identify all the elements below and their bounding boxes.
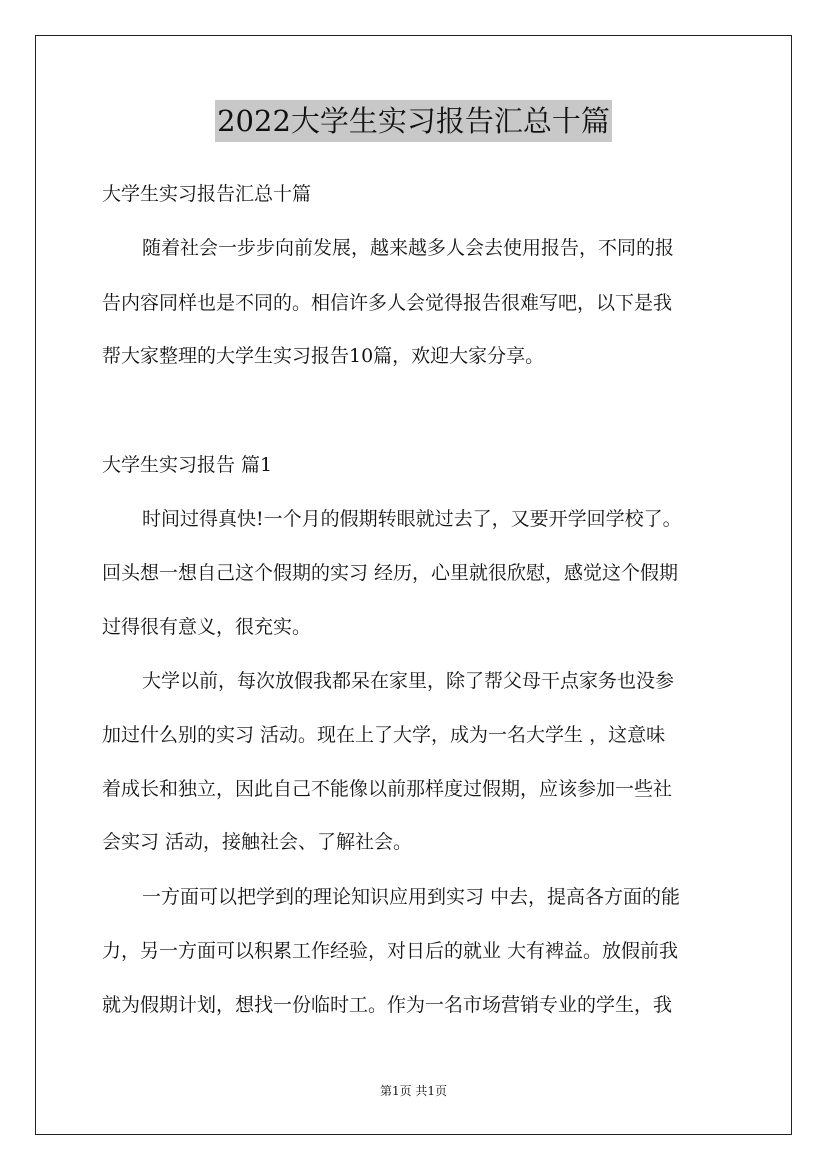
- intro-line: 随着社会一步步向前发展，越来越多人会去使用报告，不同的报: [142, 237, 675, 259]
- body-line: 时间过得真快!一个月的假期转眼就过去了，又要开学回学校了。: [142, 508, 682, 530]
- body-line: 过得很有意义，很充实。: [102, 616, 312, 638]
- document-title: 2022大学生实习报告汇总十篇: [215, 100, 612, 142]
- document-subtitle: 大学生实习报告汇总十篇: [102, 183, 312, 205]
- body-line: 大学以前，每次放假我都呆在家里，除了帮父母干点家务也没参: [142, 670, 675, 692]
- body-line: 回头想一想自己这个假期的实习 经历，心里就很欣慰，感觉这个假期: [102, 562, 679, 584]
- intro-line: 告内容同样也是不同的。相信许多人会觉得报告很难写吧，以下是我: [102, 292, 673, 314]
- body-line: 加过什么别的实习 活动。现在上了大学，成为一名大学生 ，这意味: [102, 724, 666, 746]
- body-line: 就为假期计划，想找一份临时工。作为一名市场营销专业的学生，我: [102, 994, 673, 1016]
- body-line: 着成长和独立，因此自己不能像以前那样度过假期，应该参加一些社: [102, 778, 673, 800]
- intro-line: 帮大家整理的大学生实习报告10篇，欢迎大家分享。: [102, 345, 545, 367]
- body-line: 力，另一方面可以积累工作经验，对日后的就业 大有裨益。放假前我: [102, 940, 679, 962]
- body-line: 会实习 活动，接触社会、了解社会。: [102, 831, 413, 853]
- title-container: [0, 100, 827, 142]
- body-line: 一方面可以把学到的理论知识应用到实习 中去，提高各方面的能: [142, 886, 681, 908]
- section-heading: 大学生实习报告 篇1: [102, 454, 273, 476]
- page-footer: 第1页 共1页: [379, 1084, 448, 1098]
